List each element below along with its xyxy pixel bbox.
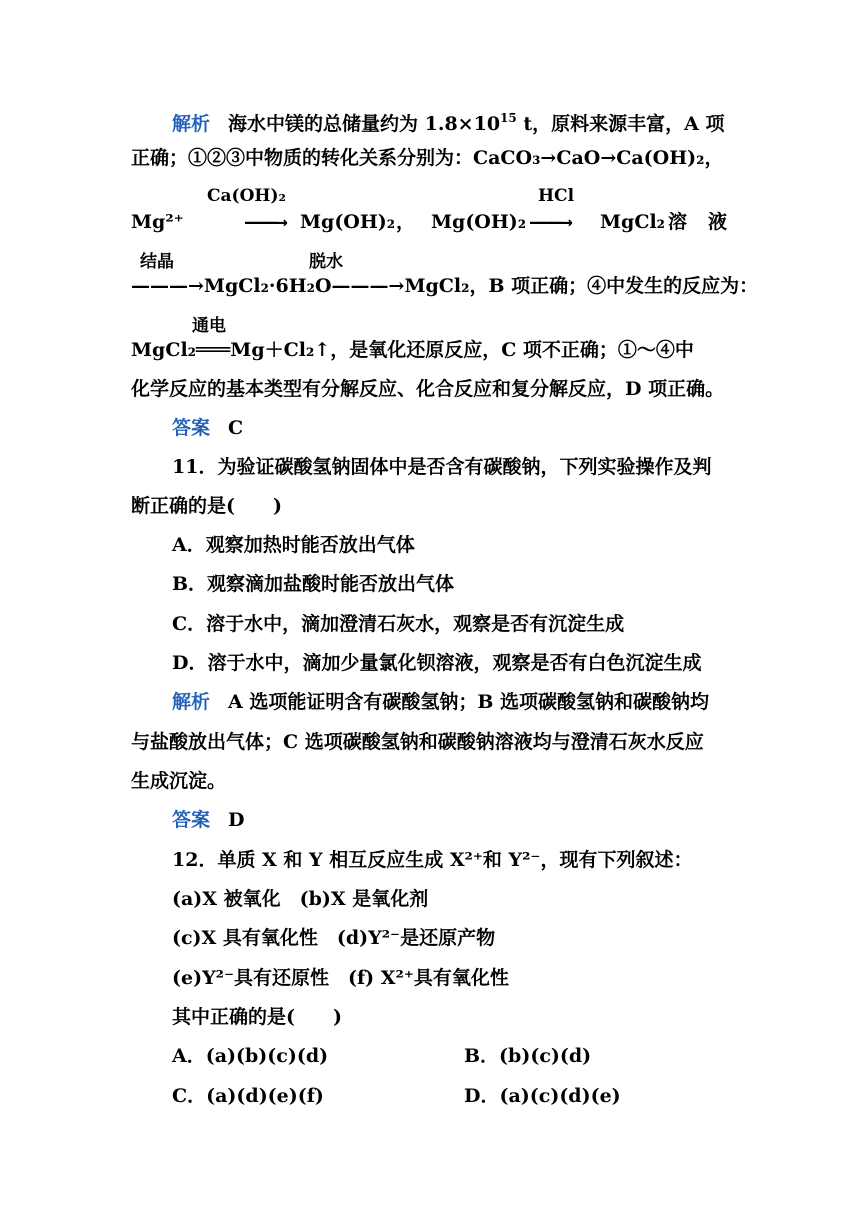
option-d: D．溶于水中，滴加少量氯化钡溶液，观察是否有白色沉淀生成	[172, 652, 702, 674]
analysis-text: Mg(OH)₂	[431, 211, 527, 233]
analysis-text: t，原料来源丰富，A 项	[516, 113, 725, 135]
reaction-condition: 脱水	[309, 252, 343, 272]
reaction-condition: Ca(OH)₂	[207, 186, 286, 206]
analysis-line-4: ———→MgCl₂·6H₂O———→MgCl₂，B 项正确；④中发生的反应为：	[131, 275, 759, 297]
answer-value: C	[228, 417, 244, 439]
option-c: C．(a)(d)(e)(f)	[172, 1085, 324, 1107]
option-d: D．(a)(c)(d)(e)	[464, 1085, 621, 1107]
answer-value: D	[228, 809, 245, 831]
analysis-line-2: 正确；①②③中物质的转化关系分别为：CaCO₃→CaO→Ca(OH)₂，	[131, 147, 724, 169]
exponent: 15	[500, 111, 517, 125]
question-stem: 11．为验证碳酸氢钠固体中是否含有碳酸钠，下列实验操作及判	[172, 456, 712, 478]
question-ask: 其中正确的是( )	[172, 1006, 342, 1028]
analysis-line-5: MgCl₂═══Mg＋Cl₂↑，是氧化还原反应，C 项不正确；①～④中	[131, 339, 694, 361]
answer-line	[172, 416, 243, 440]
option-b: B．观察滴加盐酸时能否放出气体	[172, 573, 455, 595]
reaction-condition: 通电	[192, 316, 226, 336]
reaction-arrow: ———→	[245, 211, 287, 233]
analysis-tag: 解析	[172, 113, 211, 135]
analysis-text: 溶	[668, 211, 688, 233]
reaction-condition: HCl	[538, 186, 575, 206]
option-a: A．(a)(b)(c)(d)	[172, 1045, 329, 1067]
analysis-line: 与盐酸放出气体；C 选项碳酸氢钠和碳酸钠溶液均与澄清石灰水反应	[131, 731, 704, 753]
question-stem: 断正确的是( )	[131, 495, 282, 517]
analysis-text: 海水中镁的总储量约为 1.8×10	[228, 113, 501, 135]
analysis-line	[172, 690, 709, 714]
reaction-condition: 结晶	[140, 252, 174, 272]
reaction-arrow: ———→	[530, 211, 572, 233]
answer-tag: 答案	[172, 809, 211, 831]
option-c: C．溶于水中，滴加澄清石灰水，观察是否有沉淀生成	[172, 613, 625, 635]
analysis-tag: 解析	[172, 691, 211, 713]
option-a: A．观察加热时能否放出气体	[172, 534, 415, 556]
option-b: B．(b)(c)(d)	[464, 1045, 592, 1067]
statement-row: (c)X 具有氧化性 (d)Y²⁻是还原产物	[172, 927, 496, 949]
analysis-text: 液	[708, 211, 728, 233]
analysis-text: MgCl₂	[600, 211, 665, 233]
answer-line	[172, 808, 245, 832]
analysis-line: 生成沉淀。	[131, 770, 227, 792]
analysis-text: Mg²⁺	[131, 211, 184, 233]
statement-row: (a)X 被氧化 (b)X 是氧化剂	[172, 888, 429, 910]
analysis-line-6: 化学反应的基本类型有分解反应、化合反应和复分解反应，D 项正确。	[131, 378, 725, 400]
statement-row: (e)Y²⁻具有还原性 (f) X²⁺具有氧化性	[172, 967, 509, 989]
question-stem: 12．单质 X 和 Y 相互反应生成 X²⁺和 Y²⁻，现有下列叙述：	[172, 849, 693, 871]
analysis-text: A 选项能证明含有碳酸氢钠；B 选项碳酸氢钠和碳酸钠均	[228, 691, 710, 713]
analysis-text: ，	[396, 211, 416, 233]
answer-tag: 答案	[172, 417, 211, 439]
analysis-line-1	[172, 106, 725, 136]
analysis-text: Mg(OH)₂	[300, 211, 396, 233]
